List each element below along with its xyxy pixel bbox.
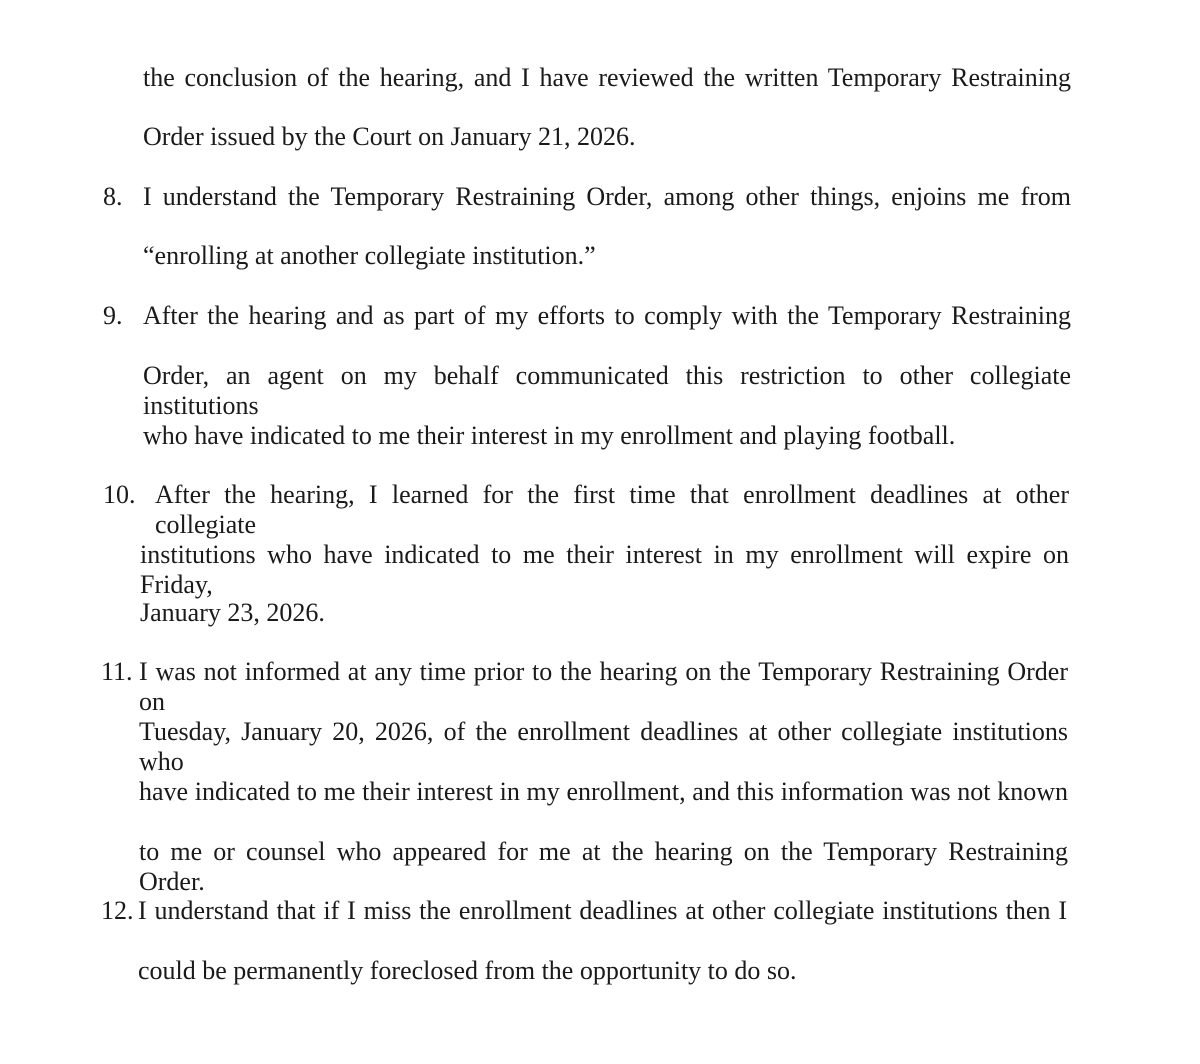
intro-line-1: the conclusion of the hearing, and I have reviewed the written Temporary Restraining: [143, 63, 1071, 92]
paragraph-9-line-2: Order, an agent on my behalf communicated this restriction to other collegiate institutions: [143, 361, 1071, 420]
paragraph-8-line-1: I understand the Temporary Restraining Order, among other things, enjoins me from: [143, 182, 1071, 211]
paragraph-10-line-1: After the hearing, I learned for the first time that enrollment deadlines at other collegiate: [155, 480, 1069, 539]
paragraph-11-line-1: I was not informed at any time prior to the hearing on the Temporary Restraining Order on: [139, 657, 1068, 716]
paragraph-number-9: 9.: [103, 301, 123, 330]
paragraph-11-line-3: have indicated to me their interest in my enrollment, and this information was not known: [139, 777, 1068, 806]
paragraph-10-line-2: institutions who have indicated to me their interest in my enrollment will expire on Friday,: [140, 540, 1069, 599]
paragraph-11-line-2: Tuesday, January 20, 2026, of the enrollment deadlines at other collegiate institutions who: [139, 717, 1068, 776]
paragraph-12-line-1: I understand that if I miss the enrollment deadlines at other collegiate institutions then I: [138, 896, 1067, 925]
paragraph-8-line-2: “enrolling at another collegiate institution.”: [143, 241, 596, 270]
paragraph-9-line-3: who have indicated to me their interest in my enrollment and playing football.: [143, 421, 956, 450]
paragraph-number-11: 11.: [101, 657, 133, 686]
paragraph-9-line-1: After the hearing and as part of my efforts to comply with the Temporary Restraining: [143, 301, 1071, 330]
paragraph-number-8: 8.: [103, 182, 123, 211]
paragraph-number-12: 12.: [101, 896, 134, 925]
paragraph-number-10: 10.: [103, 480, 136, 509]
intro-line-2: Order issued by the Court on January 21, 2026.: [143, 122, 636, 151]
paragraph-11-line-4: to me or counsel who appeared for me at the hearing on the Temporary Restraining Order.: [139, 837, 1068, 896]
paragraph-12-line-2: could be permanently foreclosed from the opportunity to do so.: [138, 956, 797, 985]
paragraph-10-line-3: January 23, 2026.: [140, 598, 325, 627]
